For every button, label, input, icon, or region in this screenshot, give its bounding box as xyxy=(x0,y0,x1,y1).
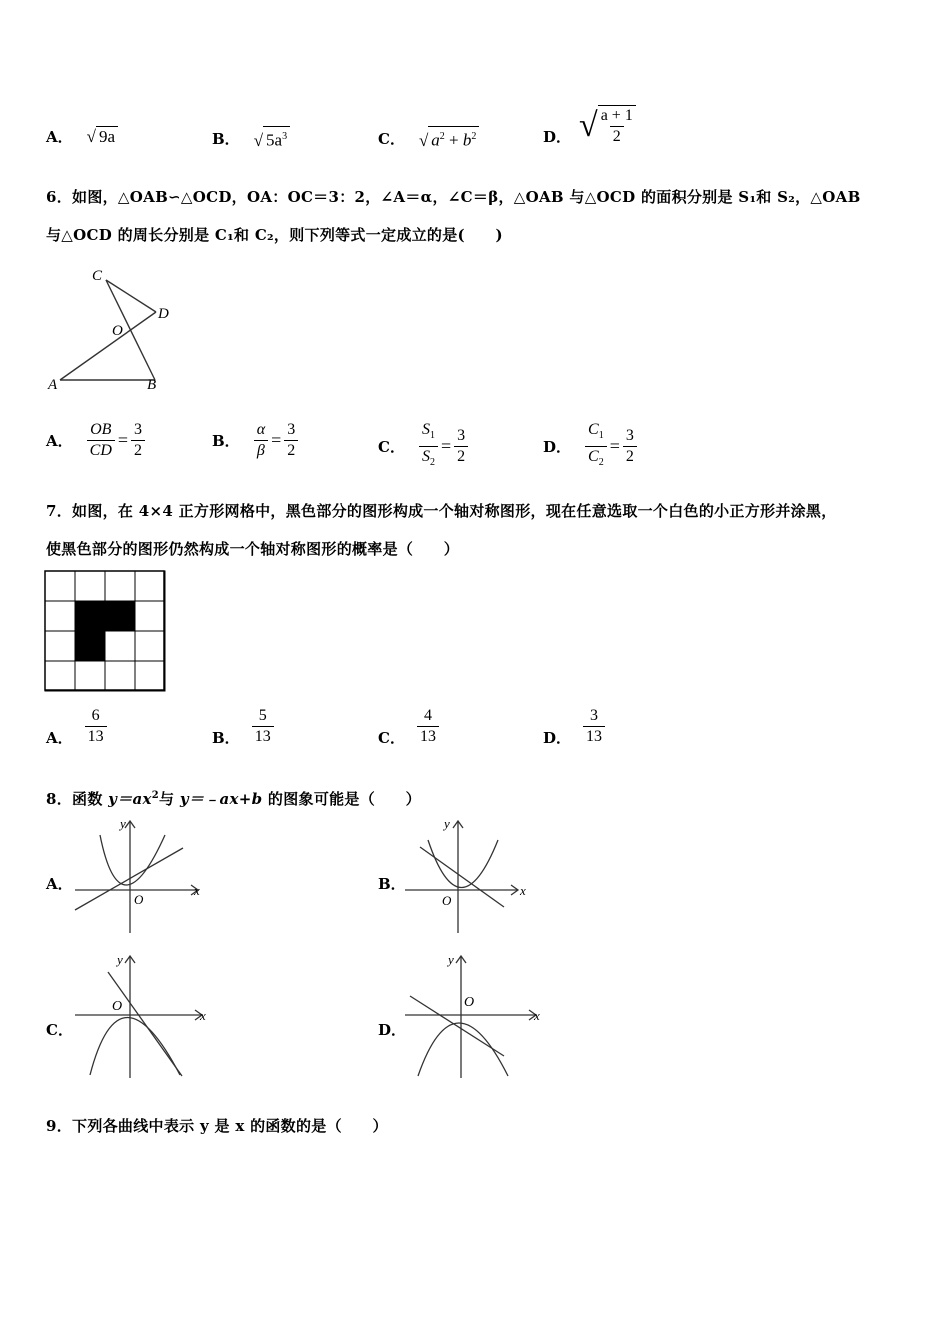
grid-cell-black xyxy=(105,601,135,631)
subscript: 1 xyxy=(429,430,435,442)
function-1-exponent: 2 xyxy=(151,790,160,801)
radicand: 5a xyxy=(266,130,283,150)
q6-option-b[interactable] xyxy=(212,420,298,461)
numerator: 3 xyxy=(287,421,296,438)
grid-cell-black xyxy=(75,631,105,661)
x-label: x xyxy=(520,883,526,898)
sqrt-sign: √ xyxy=(579,106,598,144)
line xyxy=(75,848,183,910)
q8-graph-a[interactable] xyxy=(70,815,210,935)
q8-option-d-label[interactable]: D． xyxy=(378,1021,407,1039)
q8-option-c-label[interactable]: C． xyxy=(46,1021,73,1039)
q8-mid: 与 xyxy=(159,790,180,808)
q8-option-a-label[interactable]: A． xyxy=(46,875,73,893)
numerator: 3 xyxy=(457,427,466,445)
denominator: 13 xyxy=(252,726,274,747)
fraction-right xyxy=(131,420,145,461)
radicand: 9a xyxy=(96,126,118,147)
denominator: C xyxy=(588,448,599,466)
sqrt-expression: √ $a^2 + b^2$ xyxy=(419,126,479,151)
parabola xyxy=(428,840,498,888)
grid-cell-white[interactable] xyxy=(105,661,135,691)
sqrt-fraction xyxy=(598,105,636,147)
grid-cell-white[interactable] xyxy=(135,601,165,631)
y-label: y xyxy=(448,952,454,967)
numerator: α xyxy=(256,421,266,438)
q8-graph-c[interactable] xyxy=(70,950,215,1080)
denominator: 2 xyxy=(131,440,145,461)
sqrt-expression: √ 9a xyxy=(87,126,118,147)
denominator: S xyxy=(421,448,430,466)
grid-cell-white[interactable] xyxy=(105,571,135,601)
q7-option-b[interactable] xyxy=(212,705,274,748)
q9-stem: 9．下列各曲线中表示 y 是 x 的函数的是（ ） xyxy=(46,1117,388,1135)
x-label: x xyxy=(194,883,200,898)
fraction xyxy=(252,706,274,747)
denominator: CD xyxy=(87,440,115,461)
q6-option-d[interactable] xyxy=(543,420,637,473)
q7-stem-line1: 7．如图，在 4×4 正方形网格中，黑色部分的图形构成一个轴对称图形，现在任意选取一个白色的小正方形并涂黑， xyxy=(46,502,837,520)
grid-cell-white[interactable] xyxy=(135,661,165,691)
option-label: D． xyxy=(543,729,572,747)
fraction xyxy=(417,706,439,747)
line xyxy=(410,996,504,1056)
label-o: O xyxy=(112,323,123,339)
q7-option-d[interactable] xyxy=(543,705,605,748)
subscript: 2 xyxy=(598,457,604,469)
numerator: a + 1 xyxy=(600,106,633,124)
option-label: C． xyxy=(378,129,405,148)
numerator: 6 xyxy=(91,707,100,724)
q7-stem-line2: 使黑色部分的图形仍然构成一个轴对称图形的概率是（ ） xyxy=(46,540,460,558)
x-label: x xyxy=(534,1008,540,1023)
option-label: C． xyxy=(378,729,405,747)
numerator: 3 xyxy=(625,427,634,445)
denominator: 2 xyxy=(284,440,298,461)
option-label: B． xyxy=(212,129,240,148)
option-label: A． xyxy=(46,729,73,747)
grid-cell-white[interactable] xyxy=(105,631,135,661)
segment-da xyxy=(60,312,156,380)
option-label: A． xyxy=(46,432,73,450)
q7-option-c[interactable] xyxy=(378,705,439,748)
exponent: 3 xyxy=(282,131,288,142)
numerator: 4 xyxy=(423,707,432,724)
numerator: 5 xyxy=(258,707,267,724)
y-label: y xyxy=(117,952,123,967)
q6-option-a[interactable] xyxy=(46,420,145,461)
fraction-right xyxy=(284,420,298,461)
fraction-left xyxy=(419,420,438,473)
q6-stem-line2: 与△OCD 的周长分别是 C₁和 C₂，则下列等式一定成立的是( ) xyxy=(46,226,503,244)
label-c: C xyxy=(92,268,103,284)
numerator: S xyxy=(421,421,430,438)
denominator: 13 xyxy=(85,726,107,747)
q5-option-c[interactable] xyxy=(378,126,479,151)
equals-sign: = xyxy=(609,436,620,457)
x-label: x xyxy=(200,1008,206,1023)
label-a: A xyxy=(48,377,58,393)
radicand-b: b xyxy=(462,130,472,150)
equals-sign: = xyxy=(271,430,282,450)
numerator: C xyxy=(588,421,599,438)
subscript: 2 xyxy=(429,457,435,469)
q8-suffix: 的图象可能是（ ） xyxy=(262,790,421,808)
line xyxy=(108,972,182,1076)
y-label: y xyxy=(444,816,450,831)
numerator: 3 xyxy=(134,421,143,438)
numerator: 3 xyxy=(590,707,599,724)
grid-cell-white[interactable] xyxy=(45,661,75,691)
numerator: OB xyxy=(90,421,112,438)
fraction xyxy=(583,706,605,747)
equals-sign: = xyxy=(117,430,129,450)
radicand-a: a xyxy=(431,130,440,150)
q6-stem-line1: 6．如图，△OAB∽△OCD，OA：OC＝3：2，∠A＝α，∠C＝β，△OAB 与△OCD 的面积分别是 S₁和 S₂，△OAB xyxy=(46,188,861,206)
q7-grid-figure xyxy=(44,570,166,692)
fraction xyxy=(85,706,107,747)
grid-cell-white[interactable] xyxy=(45,631,75,661)
subscript: 1 xyxy=(598,430,604,442)
q5-option-a[interactable] xyxy=(46,126,118,147)
origin-label: O xyxy=(134,892,144,907)
grid-cell-white[interactable] xyxy=(135,631,165,661)
fraction-left xyxy=(254,420,268,461)
grid-cell-black xyxy=(75,601,105,631)
exponent-b: 2 xyxy=(471,131,477,142)
label-d: D xyxy=(158,306,169,322)
q6-option-c[interactable] xyxy=(378,420,468,473)
option-label: A． xyxy=(46,128,73,146)
denominator: 2 xyxy=(610,126,624,147)
q8-graph-d[interactable] xyxy=(400,950,545,1080)
option-label: B． xyxy=(212,729,240,747)
q8-option-b-label[interactable]: B． xyxy=(378,875,406,893)
q8-graph-b[interactable] xyxy=(400,815,540,935)
equals-sign: = xyxy=(440,436,452,457)
grid-cell-white[interactable] xyxy=(135,571,165,601)
exponent-a: 2 xyxy=(439,131,445,142)
fraction-left xyxy=(585,420,607,473)
plus-sign: + xyxy=(444,130,463,150)
denominator: 13 xyxy=(417,726,439,747)
q6-triangle-figure xyxy=(44,262,184,397)
function-2: y＝﹣ax+b xyxy=(179,790,263,808)
denominator: 13 xyxy=(583,726,605,747)
parabola xyxy=(90,1018,180,1076)
fraction-right xyxy=(623,426,637,467)
fraction-left xyxy=(87,420,115,461)
fraction-right xyxy=(454,426,468,467)
sqrt-expression: √ $5a^3$ xyxy=(254,126,290,151)
grid-cell-white[interactable] xyxy=(45,571,75,601)
label-b: B xyxy=(147,377,157,393)
denominator: 2 xyxy=(623,446,637,467)
option-label: C． xyxy=(378,438,405,457)
q5-option-b[interactable] xyxy=(212,126,290,151)
origin-label: O xyxy=(442,893,452,908)
q7-option-a[interactable] xyxy=(46,705,107,748)
option-label: B． xyxy=(212,432,240,450)
function-1: y＝ax xyxy=(108,790,152,808)
y-label: y xyxy=(120,816,126,831)
origin-label: O xyxy=(112,999,123,1014)
grid-cell-white[interactable] xyxy=(45,601,75,631)
grid-cell-white[interactable] xyxy=(75,571,105,601)
option-label: D． xyxy=(543,438,572,457)
origin-label: O xyxy=(464,995,475,1010)
denominator: 2 xyxy=(454,446,468,467)
q8-stem xyxy=(46,788,421,809)
q8-prefix: 8．函数 xyxy=(46,790,109,808)
q5-option-d[interactable] xyxy=(543,104,636,147)
grid-cell-white[interactable] xyxy=(75,661,105,691)
denominator: β xyxy=(254,440,268,461)
option-label: D． xyxy=(543,128,572,146)
